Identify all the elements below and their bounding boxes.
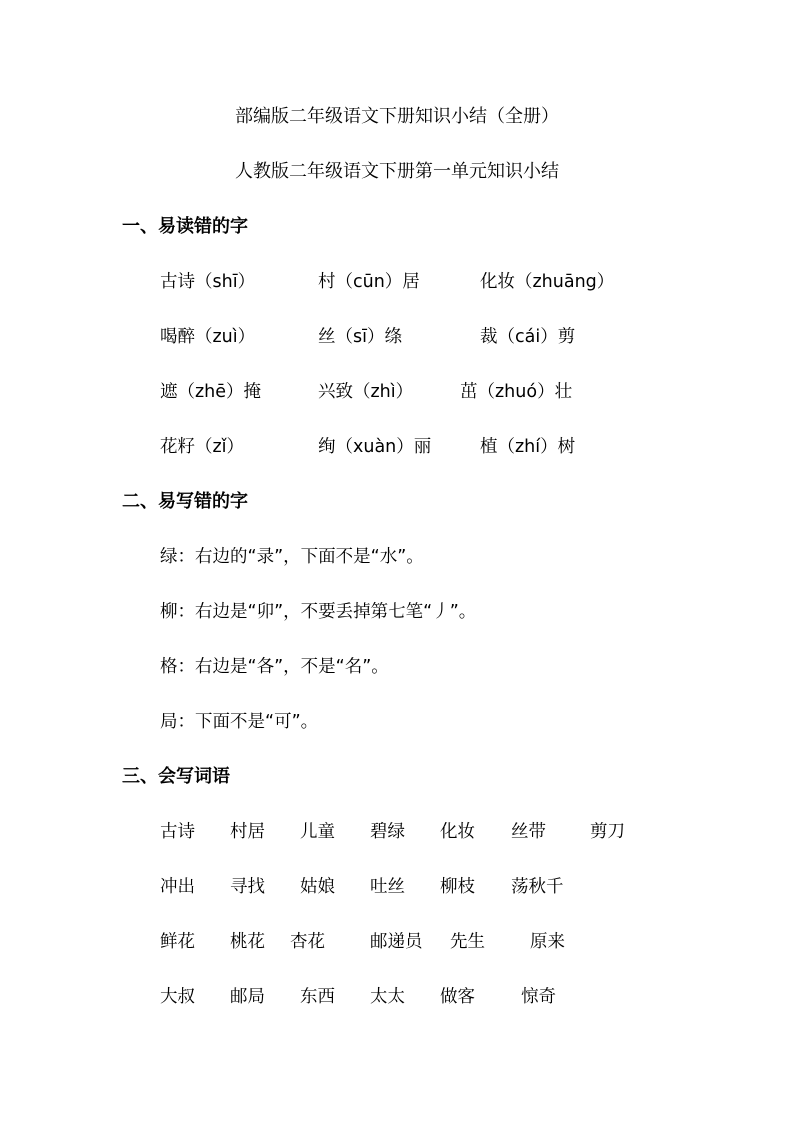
section-heading-misread-characters: 一、易读错的字 [122, 216, 248, 237]
pinyin-entry: 茁（zhuó）壮 [460, 382, 573, 402]
pinyin-row [0, 435, 794, 459]
pinyin-entry: 喝醉（zuì） [160, 327, 256, 347]
vocabulary-word: 吐丝 [370, 877, 405, 897]
pinyin-entry: 遮（zhē）掩 [160, 382, 262, 402]
vocabulary-row [0, 875, 794, 899]
vocabulary-word: 先生 [450, 932, 485, 952]
vocabulary-word: 村居 [230, 822, 265, 842]
vocabulary-word: 原来 [530, 932, 565, 952]
pinyin-entry: 花籽（zǐ） [160, 437, 245, 457]
vocabulary-word: 丝带 [511, 822, 546, 842]
vocabulary-word: 柳枝 [440, 877, 475, 897]
vocabulary-word: 碧绿 [370, 822, 405, 842]
writing-note: 局：下面不是“可”。 [160, 712, 319, 732]
vocabulary-word: 剪刀 [590, 822, 625, 842]
pinyin-entry: 丝（sī）绦 [318, 327, 402, 347]
pinyin-entry: 化妆（zhuāng） [480, 272, 615, 292]
pinyin-entry: 古诗（shī） [160, 272, 256, 292]
document-title: 部编版二年级语文下册知识小结（全册） [235, 106, 559, 127]
unit-title: 人教版二年级语文下册第一单元知识小结 [235, 161, 559, 182]
pinyin-row [0, 380, 794, 404]
vocabulary-word: 化妆 [440, 822, 475, 842]
vocabulary-word: 儿童 [300, 822, 335, 842]
vocabulary-word: 做客 [440, 987, 475, 1007]
vocabulary-word: 姑娘 [300, 877, 335, 897]
vocabulary-word: 鲜花 [160, 932, 195, 952]
vocabulary-row [0, 930, 794, 954]
pinyin-row [0, 325, 794, 349]
vocabulary-row [0, 985, 794, 1009]
vocabulary-word: 冲出 [160, 877, 195, 897]
vocabulary-word: 桃花 [230, 932, 265, 952]
vocabulary-word: 大叔 [160, 987, 195, 1007]
vocabulary-word: 惊奇 [521, 987, 556, 1007]
vocabulary-word: 寻找 [230, 877, 265, 897]
vocabulary-word: 邮局 [230, 987, 265, 1007]
vocabulary-word: 太太 [370, 987, 405, 1007]
writing-note: 柳：右边是“卯”，不要丢掉第七笔“丿”。 [160, 602, 477, 622]
vocabulary-word: 邮递员 [370, 932, 423, 952]
section-heading-vocabulary: 三、会写词语 [122, 766, 230, 787]
pinyin-entry: 兴致（zhì） [318, 382, 414, 402]
vocabulary-word: 杏花 [290, 932, 325, 952]
section-heading-miswritten-characters: 二、易写错的字 [122, 491, 248, 512]
pinyin-row [0, 270, 794, 294]
pinyin-entry: 村（cūn）居 [318, 272, 420, 292]
writing-note: 格：右边是“各”，不是“名”。 [160, 657, 389, 677]
pinyin-entry: 绚（xuàn）丽 [318, 437, 432, 457]
vocabulary-word: 东西 [300, 987, 335, 1007]
vocabulary-row [0, 820, 794, 844]
pinyin-entry: 植（zhí）树 [480, 437, 576, 457]
pinyin-entry: 裁（cái）剪 [480, 327, 576, 347]
vocabulary-word: 古诗 [160, 822, 195, 842]
writing-note: 绿：右边的“录”，下面不是“水”。 [160, 547, 424, 567]
vocabulary-word: 荡秋千 [511, 877, 564, 897]
